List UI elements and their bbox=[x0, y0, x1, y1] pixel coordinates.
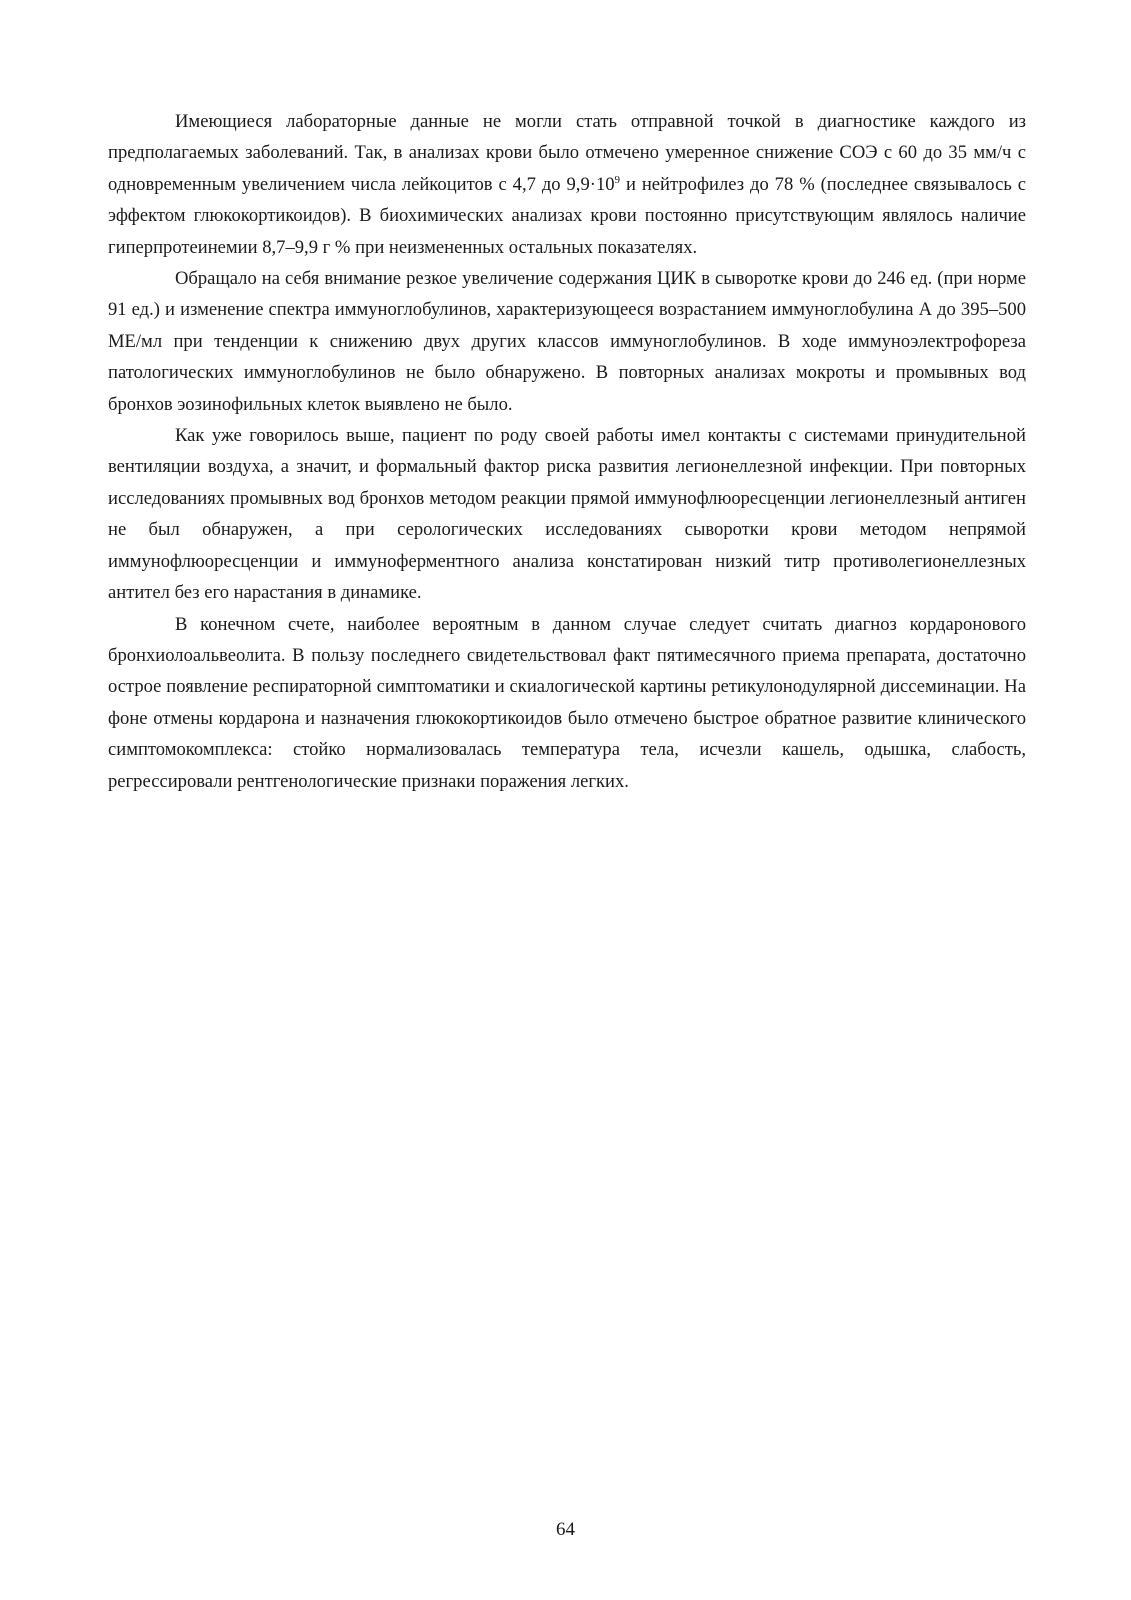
exponent-superscript: 9 bbox=[614, 173, 621, 186]
paragraph-4: В конечном счете, наиболее вероятным в данном случае следует считать диагноз кордаронового бронхиолоальвеолита. В пользу последнего свидетельствовал факт пятимесячного приема препарата, достаточно острое появление респираторной симптоматики и скиалогической картины ретикулонодулярной диссеминации. На фоне отмены кордарона и назначения глюкокортикоидов было отмечено быстрое обратное развитие клинического симптомокомплекса: стойко нормализовалась температура тела, исчезли кашель, одышка, слабость, регрессировали рентгенологические признаки поражения легких. bbox=[108, 613, 1026, 792]
body-text bbox=[108, 106, 1026, 797]
paragraph-1 bbox=[108, 106, 1026, 263]
paragraph-2: Обращало на себя внимание резкое увеличение содержания ЦИК в сыворотке крови до 246 ед. (при норме 91 ед.) и изменение спектра иммуноглобулинов, характеризующееся возрастанием иммуноглобулина А до 395–500 МЕ/мл при тенденции к снижению двух других классов иммуноглобулинов. В ходе иммуноэлектрофореза патологических иммуноглобулинов не было обнаружено. В повторных анализах мокроты и промывных вод бронхов эозинофильных клеток выявлено не было. bbox=[108, 268, 1026, 415]
paragraph-1-text-a: Имеющиеся лабораторные данные не могли стать отправной точкой в диагностике каждого из предполагаемых заболеваний. Так, в анализах крови было отмечено умеренное снижение СОЭ с 60 до 35 мм/ч с одновременным увеличением числа лейкоцитов с 4,7 до 9,9·10 bbox=[108, 111, 1026, 195]
paragraph-3: Как уже говорилось выше, пациент по роду своей работы имел контакты с системами принудительной вентиляции воздуха, а значит, и формальный фактор риска развития легионеллезной инфекции. При повторных исследованиях промывных вод бронхов методом реакции прямой иммунофлюоресценции легионеллезный антиген не был обнаружен, а при серологических исследованиях сыворотки крови методом непрямой иммунофлюоресценции и иммуноферментного анализа констатирован низкий титр противолегионеллезных антител без его нарастания в динамике. bbox=[108, 425, 1026, 604]
paragraph-1-text-b: и нейтрофилез до 78 % (последнее связывалось с эффектом глюкокортикоидов). В биохимических анализах крови постоянно присутствующим являлось наличие гиперпротеинемии 8,7–9,9 г % при неизмененных остальных показателях. bbox=[108, 173, 1026, 258]
page-number: 64 bbox=[556, 1519, 575, 1540]
